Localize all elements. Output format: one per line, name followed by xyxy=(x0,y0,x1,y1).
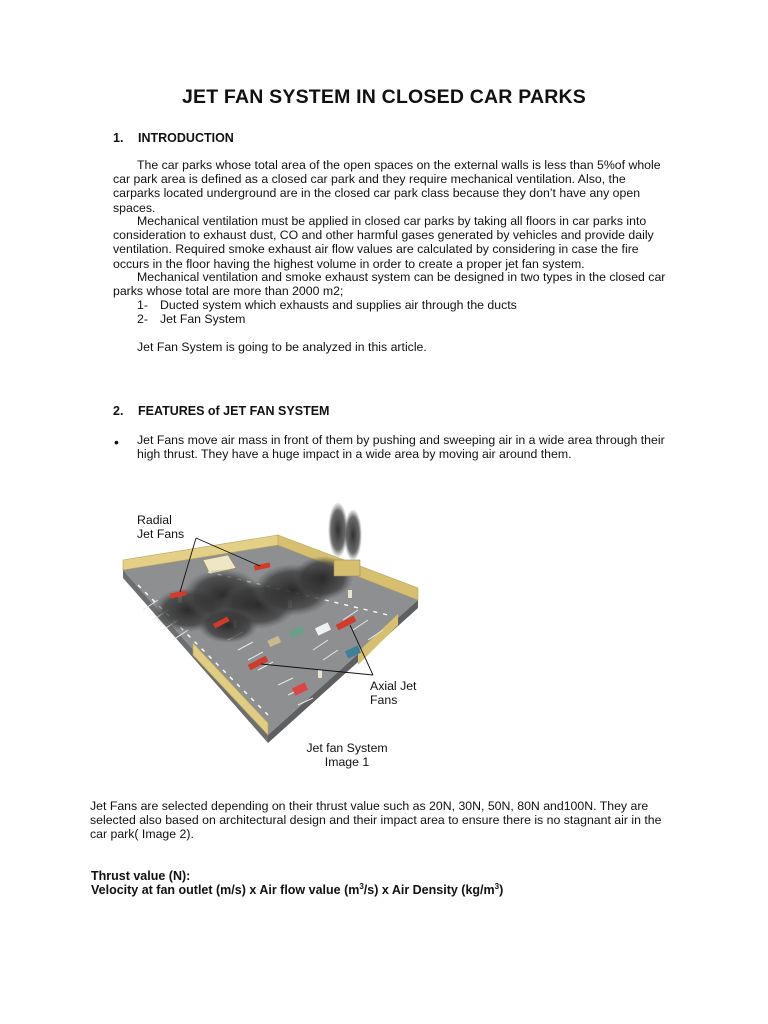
features-bullet-text: Jet Fans move air mass in front of them by pushing and sweeping air in a wide area through their high thrust. They have a huge impact in a wide area by moving air around them. xyxy=(137,433,665,462)
section-1-heading: INTRODUCTION xyxy=(138,131,234,145)
formula-part-b: /s) x Air Density (kg/m xyxy=(363,883,495,897)
formula-exponent-a: 3 xyxy=(359,882,364,891)
section-1-number: 1. xyxy=(113,131,124,145)
list-item-1-number: 1- xyxy=(137,298,148,312)
list-item-2-number: 2- xyxy=(137,312,148,326)
thrust-label: Thrust value (N): xyxy=(91,869,191,883)
section-2-number: 2. xyxy=(113,404,124,418)
list-item-2-text: Jet Fan System xyxy=(160,312,246,326)
section-2-heading: FEATURES of JET FAN SYSTEM xyxy=(138,404,330,418)
intro-paragraph-3: Mechanical ventilation and smoke exhaust system can be designed in two types in the closed car parks whose total are more than 2000 m2; xyxy=(113,270,666,299)
label-axial-line1: Axial Jet xyxy=(370,679,417,693)
selection-paragraph: Jet Fans are selected depending on their thrust value such as 20N, 30N, 50N, 80N and100N. They are selected also based on architectural design and their impact area to ensure there is no stagnant air in the car park( Image 2). xyxy=(90,799,662,842)
bullet-dot: • xyxy=(114,434,119,450)
figure-caption-1: Jet fan System xyxy=(306,741,388,755)
formula-part-c: ) xyxy=(499,883,504,897)
page-title: JET FAN SYSTEM IN CLOSED CAR PARKS xyxy=(181,86,587,108)
intro-paragraph-2: Mechanical ventilation must be applied in closed car parks by taking all floors in car parks into consideration to exhaust dust, CO and other harmful gases generated by vehicles and provide daily ventilation. Required smoke exhaust air flow values are calculated by considering in case the fire occurs in the floor having the highest volume in order to create a proper jet fan system. xyxy=(113,214,654,271)
exhaust-shaft xyxy=(334,560,360,576)
label-radial-line2: Jet Fans xyxy=(137,527,185,541)
intro-paragraph-1: The car parks whose total area of the open spaces on the external walls is less than 5%of whole car park area is defined as a closed car park and they require mechanical ventilation. Also, the carparks located underground are in the closed car park class because they don’t have any open spaces. xyxy=(113,158,661,215)
list-item-1-text: Ducted system which exhausts and supplies air through the ducts xyxy=(160,298,517,312)
formula-exponent-b: 3 xyxy=(494,882,500,891)
formula-part-a: Velocity at fan outlet (m/s) x Air flow value (m xyxy=(91,883,360,897)
label-radial-line1: Radial xyxy=(137,513,172,527)
thrust-formula xyxy=(91,883,503,897)
intro-closing: Jet Fan System is going to be analyzed in this article. xyxy=(137,340,427,354)
figure-caption-2: Image 1 xyxy=(324,755,370,769)
label-axial-line2: Fans xyxy=(370,693,398,707)
